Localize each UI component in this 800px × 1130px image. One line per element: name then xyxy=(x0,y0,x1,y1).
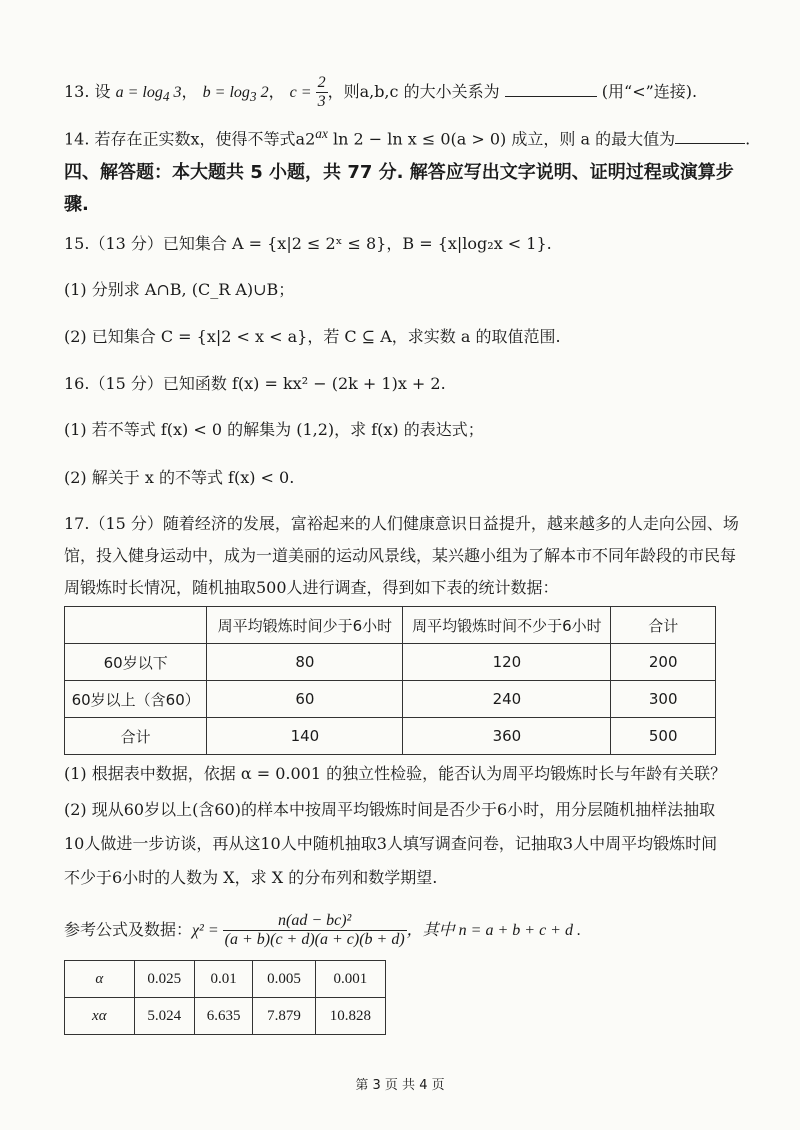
table-cell: 240 xyxy=(403,681,611,718)
q13-c-num: 2 xyxy=(317,74,326,91)
q13-a-def: a = log xyxy=(115,84,163,101)
question-16-part1: (1) 若不等式 f(x) < 0 的解集为 (1,2)，求 f(x) 的表达式； xyxy=(64,420,484,439)
survey-table xyxy=(64,606,716,755)
table-cell: 60岁以上（含60） xyxy=(65,681,207,718)
q13-b-arg: 2 xyxy=(260,84,269,101)
table-cell: 300 xyxy=(611,681,716,718)
question-15-part1: (1) 分别求 A∩B, (C_R A)∪B； xyxy=(64,280,295,299)
question-14 xyxy=(64,122,760,151)
table-cell: 周平均锻炼时间少于6小时 xyxy=(207,607,403,644)
chi-square-symbol: χ² = xyxy=(192,922,223,939)
reference-label: 参考公式及数据： xyxy=(64,920,193,939)
table-row xyxy=(65,644,716,681)
question-17-part2-line2: 10人做进一步访谈，再从这10人中随机抽取3人填写调查问卷，记抽取3人中周平均锻炼时间 xyxy=(64,834,718,853)
table-cell: 80 xyxy=(207,644,403,681)
table-cell: 10.828 xyxy=(315,998,385,1035)
q13-a-arg: 3 xyxy=(173,84,182,101)
table-cell: 200 xyxy=(611,644,716,681)
table-cell: 140 xyxy=(207,718,403,755)
table-row xyxy=(65,998,386,1035)
q14-answer-blank[interactable] xyxy=(675,129,745,144)
table-row xyxy=(65,718,716,755)
table-cell: 0.01 xyxy=(194,961,252,998)
table-cell: 7.879 xyxy=(253,998,315,1035)
question-17-part1: (1) 根据表中数据，依据 α = 0.001 的独立性检验，能否认为周平均锻炼时长与年龄有关联？ xyxy=(64,764,727,783)
q13-c-def: c = xyxy=(289,84,316,101)
q13-answer-blank[interactable] xyxy=(505,82,597,97)
question-15-part2: (2) 已知集合 C = {x|2 < x < a}，若 C ⊆ A，求实数 a 的取值范围. xyxy=(64,327,561,346)
reference-tail: ，其中 n = a + b + c + d . xyxy=(406,922,581,939)
table-cell: 360 xyxy=(403,718,611,755)
question-15-stem: 15.（13 分）已知集合 A = {x|2 ≤ 2ˣ ≤ 8}，B = {x|log₂x < 1}. xyxy=(64,234,552,253)
table-cell: 120 xyxy=(403,644,611,681)
chi-square-denominator: (a + b)(c + d)(a + c)(b + d) xyxy=(224,931,405,948)
table-row xyxy=(65,607,716,644)
question-17-line1: 17.（15 分）随着经济的发展，富裕起来的人们健康意识日益提升，越来越多的人走向公园、场 xyxy=(64,514,739,533)
critical-value-table xyxy=(64,960,386,1035)
question-17-part2-line3: 不少于6小时的人数为 X，求 X 的分布列和数学期望. xyxy=(64,868,438,887)
table-row xyxy=(65,681,716,718)
table-row xyxy=(65,961,386,998)
q14-sup: ax xyxy=(315,126,328,141)
question-17-part2-line1: (2) 现从60岁以上(含60)的样本中按周平均锻炼时间是否少于6小时，用分层随机抽样法抽取 xyxy=(64,800,716,819)
question-16-part2: (2) 解关于 x 的不等式 f(x) < 0. xyxy=(64,468,295,487)
table-cell: 合计 xyxy=(611,607,716,644)
table-cell: 合计 xyxy=(65,718,207,755)
question-17-line2: 馆，投入健身运动中，成为一道美丽的运动风景线，某兴趣小组为了解本市不同年龄段的市民每 xyxy=(64,546,737,565)
q13-a-base: 4 xyxy=(162,89,170,105)
question-16-stem: 16.（15 分）已知函数 f(x) = kx² − (2k + 1)x + 2. xyxy=(64,374,446,393)
q13-prefix: 13. 设 xyxy=(64,82,116,101)
table-cell: 6.635 xyxy=(194,998,252,1035)
q14-text: 14. 若存在正实数x，使得不等式a2 xyxy=(64,129,316,149)
table-cell: 周平均锻炼时间不少于6小时 xyxy=(403,607,611,644)
reference-formula xyxy=(64,910,760,951)
table-cell: α xyxy=(65,961,135,998)
table-cell: xα xyxy=(65,998,135,1035)
q13-b-def: b = log xyxy=(202,84,250,101)
section-4-line2: 骤. xyxy=(64,194,89,215)
q13-b-base: 3 xyxy=(249,89,257,105)
q13-c-den: 3 xyxy=(317,93,326,110)
table-cell: 500 xyxy=(611,718,716,755)
q13-c-fraction xyxy=(316,74,328,111)
table-cell: 0.005 xyxy=(253,961,315,998)
section-4-line1: 四、解答题：本大题共 5 小题，共 77 分. 解答应写出文字说明、证明过程或演算步 xyxy=(64,162,734,183)
q13-suffix: (用“<”连接). xyxy=(601,82,698,101)
question-17-line3: 周锻炼时长情况，随机抽取500人进行调查，得到如下表的统计数据： xyxy=(64,578,559,597)
chi-square-numerator: n(ad − bc)² xyxy=(223,912,407,931)
table-cell xyxy=(65,607,207,644)
table-cell: 0.001 xyxy=(315,961,385,998)
q14-text2: ln 2 − ln x ≤ 0(a > 0) 成立，则 a 的最大值为 xyxy=(327,129,676,149)
page-footer: 第 3 页 共 4 页 xyxy=(355,1078,445,1093)
q14-end: . xyxy=(745,129,751,149)
table-cell: 0.025 xyxy=(134,961,194,998)
chi-square-fraction xyxy=(223,912,407,949)
q13-mid: ，则a,b,c 的大小关系为 xyxy=(327,82,500,101)
table-cell: 60 xyxy=(207,681,403,718)
table-cell: 5.024 xyxy=(134,998,194,1035)
question-13: 13. 设 $a = \log_4 3$， $b = \log_3 2$， c = $\frac{2}{3}$ ，则a,b,c 的大小关系为 (用“<”连接). xyxy=(64,74,698,110)
table-cell: 60岁以下 xyxy=(65,644,207,681)
